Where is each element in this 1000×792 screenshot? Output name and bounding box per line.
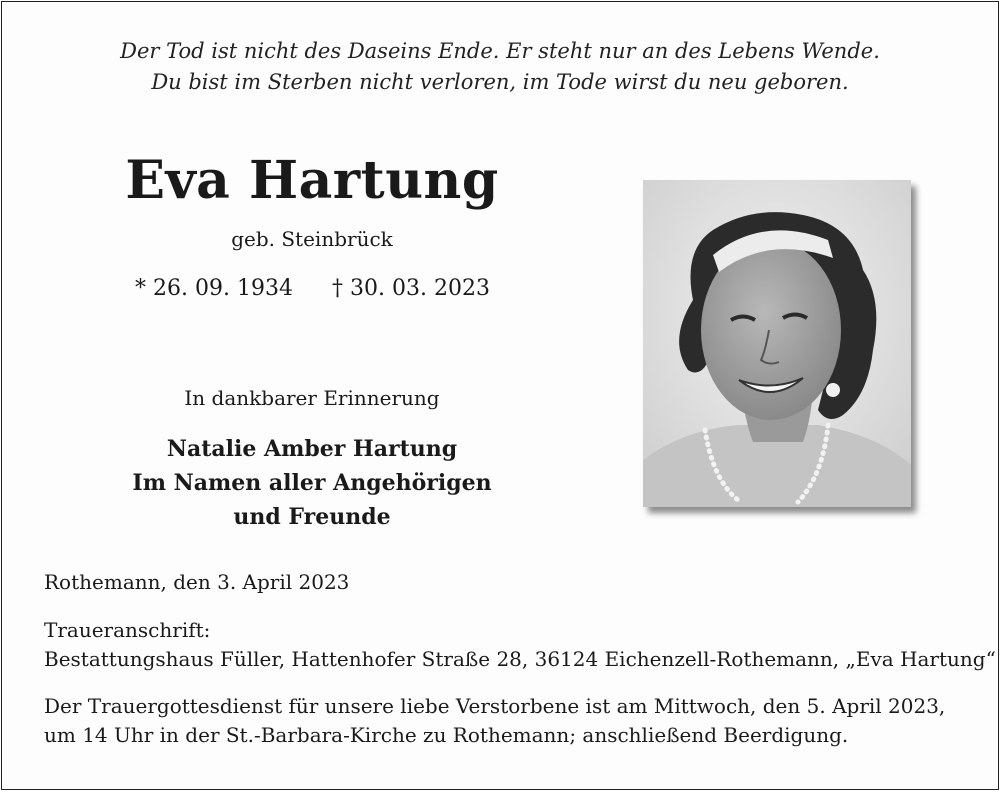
maiden-name: geb. Steinbrück xyxy=(231,227,393,251)
remembrance-text: In dankbarer Erinnerung xyxy=(184,386,440,410)
service-line-1: Der Trauergottesdienst für unsere liebe Verstorbene ist am Mittwoch, den 5. April 2023, xyxy=(44,694,946,718)
quote-line-1: Der Tod ist nicht des Daseins Ende. Er steht nur an des Lebens Wende. xyxy=(120,39,880,63)
mourning-address: Bestattungshaus Füller, Hattenhofer Straße 28, 36124 Eichenzell-Rothemann, „Eva Hartung“ xyxy=(44,647,996,671)
obituary-notice xyxy=(1,1,999,790)
portrait-photo xyxy=(643,180,911,507)
funeral-service-info xyxy=(44,692,945,750)
quote-line-2: Du bist im Sterben nicht verloren, im Tode wirst du neu geboren. xyxy=(151,70,849,94)
portrait-image xyxy=(643,180,911,507)
signers-block xyxy=(62,432,562,534)
deceased-name: Eva Hartung xyxy=(125,150,499,211)
address-label: Traueranschrift: xyxy=(44,618,211,642)
birth-date: * 26. 09. 1934 xyxy=(135,276,293,301)
signer-line-1: Natalie Amber Hartung xyxy=(166,436,458,462)
signer-line-3: und Freunde xyxy=(233,504,391,530)
death-date: † 30. 03. 2023 xyxy=(332,276,490,301)
signer-line-2: Im Namen aller Angehörigen xyxy=(132,470,492,496)
service-line-2: um 14 Uhr in der St.-Barbara-Kirche zu Rothemann; anschließend Beerdigung. xyxy=(44,723,849,747)
memorial-quote xyxy=(2,36,998,98)
place-and-date: Rothemann, den 3. April 2023 xyxy=(44,570,350,594)
